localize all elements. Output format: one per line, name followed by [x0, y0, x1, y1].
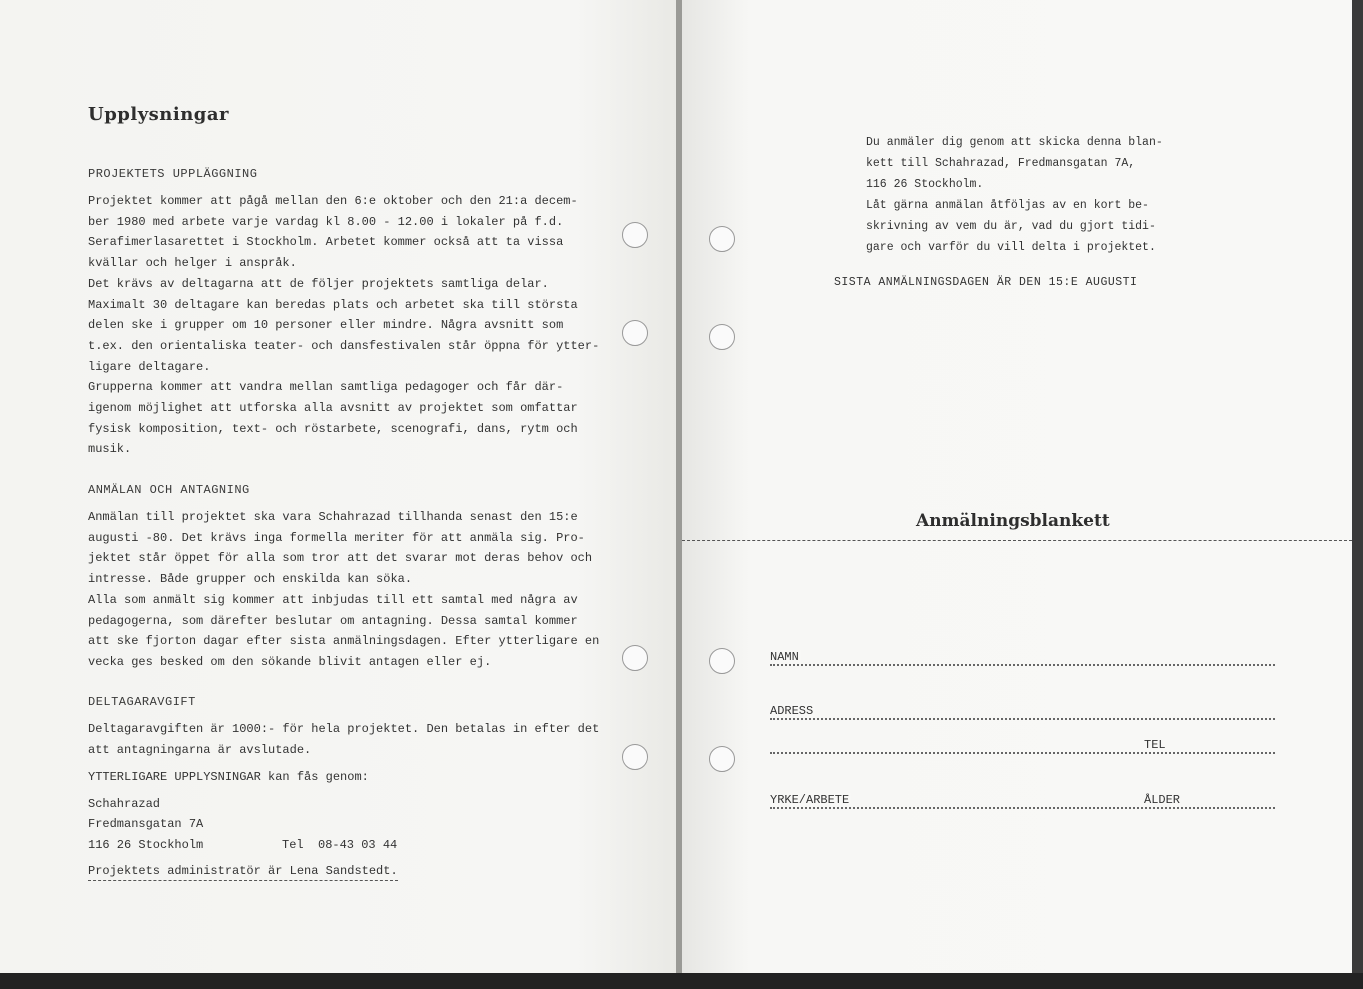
address-label: ADRESS	[770, 704, 814, 718]
occupation-age-field[interactable]	[770, 793, 1275, 813]
punch-hole	[622, 222, 648, 248]
dotted-line	[770, 664, 1275, 666]
section-heading-planning: PROJEKTETS UPPLÄGGNING	[88, 167, 258, 181]
name-field[interactable]	[770, 650, 1275, 670]
punch-hole	[709, 746, 735, 772]
contact-street: Fredmansgatan 7A	[88, 817, 204, 831]
more-info-line: YTTERLIGARE UPPLYSNINGAR kan fås genom:	[88, 770, 369, 784]
section-text-fee: Deltagaravgiften är 1000:- för hela projektet. Den betalas in efter det att antagningarna är avslutade.	[88, 722, 600, 757]
cut-line	[682, 540, 1352, 541]
section-heading-application: ANMÄLAN OCH ANTAGNING	[88, 483, 250, 497]
dotted-line	[770, 752, 1275, 754]
name-label: NAMN	[770, 650, 799, 664]
tel-label: TEL	[1144, 738, 1166, 752]
punch-hole	[709, 226, 735, 252]
dotted-line	[770, 807, 1275, 809]
age-label: ÅLDER	[1144, 793, 1181, 807]
contact-tel: Tel 08-43 03 44	[282, 838, 398, 852]
administrator-line: Projektets administratör är Lena Sandstedt.	[88, 864, 398, 881]
occupation-label: YRKE/ARBETE	[770, 793, 850, 807]
contact-city: 116 26 Stockholm	[88, 838, 204, 852]
section-text-planning: Projektet kommer att pågå mellan den 6:e oktober och den 21:a decem- ber 1980 med arbete varje vardag kl 8.00 - 12.00 i lokaler på f.d. Serafimerlasarettet i Stockholm. Arbetet kommer också att ta vissa kvällar och helger i anspråk. Det krävs av deltagarna att de följer projektets samtliga delar. Maximalt 30 deltagare kan beredas plats och arbetet ska till största delen ske i grupper om 10 personer eller mindre. Några avsnitt som t.ex. den orientaliska teater- och dansfestivalen står öppna för ytter- ligare deltagare. Grupperna kommer att vandra mellan samtliga pedagoger och får där- igenom möjlighet att utforska alla avsnitt av projektet som omfattar fysisk komposition, text- och röstarbete, scenografi, dans, rytm och musik.	[88, 194, 600, 457]
address-field[interactable]	[770, 704, 1275, 724]
contact-name: Schahrazad	[88, 797, 161, 811]
punch-hole	[709, 324, 735, 350]
punch-hole	[709, 648, 735, 674]
section-text-application: Anmälan till projektet ska vara Schahrazad tillhanda senast den 15:e augusti -80. Det krävs inga formella meriter för att anmäla sig. Pro- jektet står öppet för alla som tror att det svarar mot deras behov och intresse. Både grupper och enskilda kan söka. Alla som anmält sig kommer att inbjudas till ett samtal med några av pedagogerna, som därefter beslutar om antagning. Dessa samtal kommer att ske fjorton dagar efter sista anmälningsdagen. Efter ytterligare en vecka ges besked om den sökande blivit antagen eller ej.	[88, 510, 600, 669]
section-heading-fee: DELTAGARAVGIFT	[88, 695, 196, 709]
page-title: Upplysningar	[88, 104, 230, 125]
bottom-edge	[0, 973, 1363, 989]
punch-hole	[622, 645, 648, 671]
left-page	[0, 0, 676, 989]
punch-hole	[622, 320, 648, 346]
right-page	[682, 0, 1352, 989]
dotted-line	[770, 718, 1275, 720]
application-instructions: Du anmäler dig genom att skicka denna blan- kett till Schahrazad, Fredmansgatan 7A, 116 26 Stockholm. Låt gärna anmälan åtföljas av en kort be- skrivning av vem du är, vad du gjort tidi- gare och varför du vill delta i projektet.	[866, 136, 1163, 254]
form-title: Anmälningsblankett	[916, 511, 1110, 531]
page-edge	[1352, 0, 1363, 989]
punch-hole	[622, 744, 648, 770]
address-tel-field[interactable]	[770, 738, 1275, 758]
deadline-notice: SISTA ANMÄLNINGSDAGEN ÄR DEN 15:E AUGUSTI	[834, 276, 1138, 289]
